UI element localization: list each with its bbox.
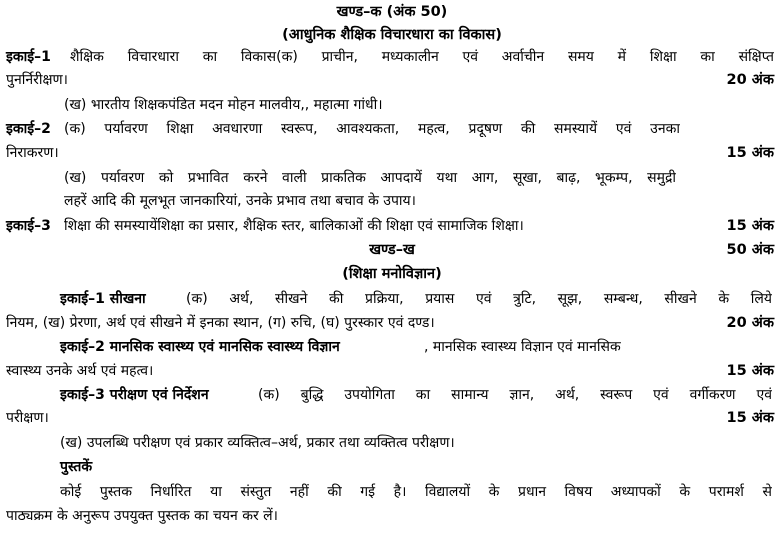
section-b-unit1-row2 [0, 311, 784, 335]
section-b-unit3-row3 [0, 431, 784, 455]
section-a-unit3-label: इकाई–3 [6, 218, 51, 234]
books-line1: कोई पुस्तक निर्धारित या संस्तुत नहीं की गई है। विद्यालयों के प्रधान विषय अध्यापकों के परामर्श से [60, 484, 772, 500]
section-b-unit3-row1 [0, 383, 784, 407]
section-b-unit3-line1: (क) बुद्धि उपयोगिता का सामान्य ज्ञान, अर्थ, स्वरूप एवं वर्गीकरण एवं [258, 387, 772, 403]
section-a-unit1-line2: पुनर्निरीक्षण। [6, 72, 68, 88]
section-b-heading-row [0, 238, 784, 262]
section-a-unit1-label: इकाई–1 [6, 49, 51, 65]
section-a-unit1-line3: (ख) भारतीय शिक्षकपंडित मदन मोहन मालवीय,, महात्मा गांधी। [64, 97, 383, 113]
section-a-unit2-label: इकाई–2 [6, 121, 51, 137]
section-a-unit3-marks: 15 अंक [726, 218, 774, 234]
section-a-unit2-marks: 15 अंक [726, 145, 774, 161]
section-b-unit1-line1: (क) अर्थ, सीखने की प्रक्रिया, प्रयास एवं त्रुटि, सूझ, सम्बन्ध, सीखने के लिये [186, 291, 772, 307]
section-a-unit3-row1 [0, 214, 784, 238]
section-a-unit1-row2 [0, 68, 784, 92]
section-a-unit2-row4 [0, 189, 784, 213]
section-a-unit3-line1: शिक्षा की समस्यायेंशिक्षा का प्रसार, शैक्षिक स्तर, बालिकाओं की शिक्षा एवं सामाजिक शिक्षा। [64, 218, 524, 234]
section-a-unit1-line1: शैक्षिक विचारधारा का विकास(क) प्राचीन, मध्यकालीन एवं अर्वाचीन समय में शिक्षा का संक्षिप्त [70, 49, 774, 65]
section-a-unit1-marks: 20 अंक [726, 72, 774, 88]
section-b-unit1-line2: नियम, (ख) प्रेरणा, अर्थ एवं सीखने में इनका स्थान, (ग) रुचि, (घ) पुरस्कार एवं दण्ड। [6, 315, 435, 331]
section-b-unit2-row2 [0, 359, 784, 383]
section-a-unit2-line2: निराकरण। [6, 145, 59, 161]
section-a-unit2-line4: लहरें आदि की मूलभूत जानकारियां, उनके प्रभाव तथा बचाव के उपाय। [64, 193, 416, 209]
section-a-unit1-row1 [0, 45, 784, 69]
books-heading: पुस्तकें [60, 459, 93, 475]
section-a-unit1-row3 [0, 93, 784, 117]
section-a-subheading: (आधुनिक शैक्षिक विचारधारा का विकास) [282, 27, 502, 43]
books-heading-row [0, 455, 784, 479]
section-b-unit1-row1 [0, 287, 784, 311]
section-a-heading: खण्ड–क (अंक 50) [336, 4, 448, 20]
section-a-unit2-row1 [0, 117, 784, 141]
section-a-unit2-line1: (क) पर्यावरण शिक्षा अवधारणा स्वरूप, आवश्यकता, महत्व, प्रदूषण की समस्यायें एवं उनका [64, 121, 680, 137]
section-b-unit2-marks: 15 अंक [726, 363, 774, 379]
section-b-unit3-label: इकाई–3 परीक्षण एवं निर्देशन [60, 387, 209, 403]
section-b-unit2-row1 [0, 335, 784, 359]
section-b-unit1-label: इकाई–1 सीखना [60, 291, 146, 307]
section-b-unit2-line1: , मानसिक स्वास्थ्य विज्ञान एवं मानसिक [424, 339, 621, 355]
section-b-unit3-line2: परीक्षण। [6, 410, 49, 426]
books-line2: पाठ्यक्रम के अनुरूप उपयुक्त पुस्तक का चयन कर लें। [6, 508, 278, 524]
section-b-subheading: (शिक्षा मनोविज्ञान) [342, 266, 442, 282]
section-a-unit2-line3: (ख) पर्यावरण को प्रभावित करने वाली प्राकतिक आपदायें यथा आग, सूखा, बाढ़, भूकम्प, समुद्री [64, 170, 676, 186]
section-b-unit3-line3: (ख) उपलब्धि परीक्षण एवं प्रकार व्यक्तित्व–अर्थ, प्रकार तथा व्यक्तित्व परीक्षण। [60, 435, 455, 451]
section-b-heading: खण्ड–ख [369, 242, 415, 258]
section-a-unit2-row2 [0, 141, 784, 165]
section-a-unit2-row3 [0, 166, 784, 190]
section-b-unit3-row2 [0, 406, 784, 430]
section-b-unit2-line2: स्वास्थ्य उनके अर्थ एवं महत्व। [6, 363, 154, 379]
books-row1 [0, 480, 784, 504]
section-b-unit2-label: इकाई–2 मानसिक स्वास्थ्य एवं मानसिक स्वास्थ्य विज्ञान [60, 339, 340, 355]
books-row2 [0, 504, 784, 528]
section-b-heading-marks: 50 अंक [726, 242, 774, 258]
section-b-unit1-marks: 20 अंक [726, 315, 774, 331]
section-b-unit3-marks: 15 अंक [726, 410, 774, 426]
